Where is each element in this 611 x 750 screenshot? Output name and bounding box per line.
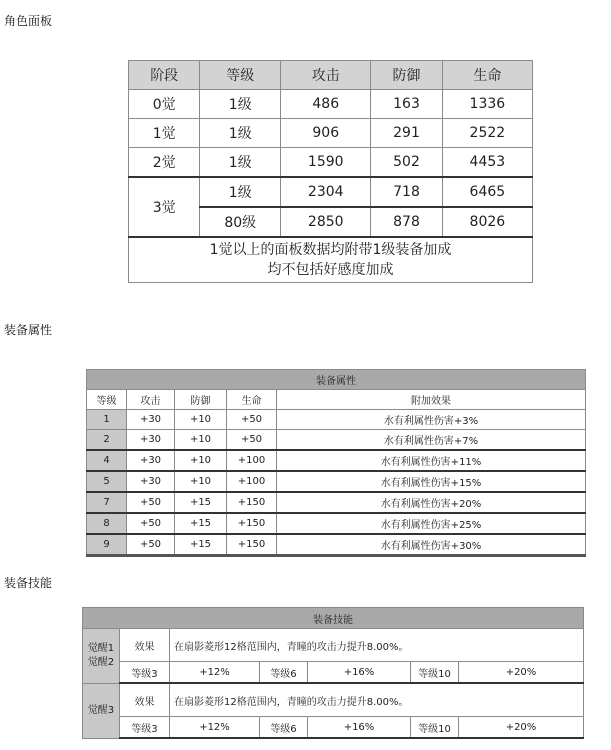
note-line-1: 1觉以上的面板数据均附带1级装备加成: [209, 242, 452, 258]
cell-hp: 4453: [442, 148, 532, 178]
table-row: [129, 148, 533, 178]
cell-hp: +50: [227, 410, 277, 430]
header-hp: 生命: [442, 61, 532, 90]
cell-def: +15: [175, 534, 227, 556]
section-title-equip-attr: 装备属性: [4, 323, 53, 337]
cell-hp: +100: [227, 450, 277, 471]
header-level: 等级: [200, 61, 281, 90]
cell-atk: +30: [127, 471, 175, 492]
cell-level: 9: [87, 534, 127, 556]
cell-hp: 8026: [442, 207, 532, 237]
level-value: +20%: [459, 662, 584, 684]
skill-level-row: [83, 717, 584, 739]
cell-atk: +30: [127, 410, 175, 430]
cell-hp: +150: [227, 513, 277, 534]
equip-attr-title: 装备属性: [87, 370, 586, 390]
cell-atk: +50: [127, 513, 175, 534]
level-value: +12%: [170, 662, 260, 684]
cell-atk: +50: [127, 534, 175, 556]
equip-attr-table: [86, 369, 586, 557]
cell-def: +10: [175, 450, 227, 471]
cell-atk: 2304: [281, 177, 371, 207]
cell-def: 502: [371, 148, 442, 178]
cell-atk: +30: [127, 450, 175, 471]
cell-effect: 水有利属性伤害+30%: [277, 534, 586, 556]
equip-attr-title-row: [87, 370, 586, 390]
cell-hp: +100: [227, 471, 277, 492]
level-label: 等级10: [411, 662, 459, 684]
cell-level: 7: [87, 492, 127, 513]
cell-effect: 水有利属性伤害+15%: [277, 471, 586, 492]
effect-label: 效果: [120, 683, 170, 717]
cell-hp: 1336: [442, 90, 532, 119]
level-label: 等级3: [120, 662, 170, 684]
table-row: [87, 430, 586, 451]
header-hp: 生命: [227, 390, 277, 410]
cell-atk: 486: [281, 90, 371, 119]
cell-level: 1级: [200, 177, 281, 207]
table-row: [87, 410, 586, 430]
table-row: [129, 177, 533, 207]
equip-skill-title-row: [83, 608, 584, 629]
cell-stage: 3觉: [129, 177, 200, 237]
cell-hp: +50: [227, 430, 277, 451]
cell-level: 80级: [200, 207, 281, 237]
skill-effect-row: [83, 683, 584, 717]
table-row: [87, 492, 586, 513]
cell-level: 8: [87, 513, 127, 534]
header-atk: 攻击: [281, 61, 371, 90]
cell-effect: 水有利属性伤害+3%: [277, 410, 586, 430]
equip-attr-header-row: [87, 390, 586, 410]
awake-label: [83, 683, 120, 738]
table-row: [129, 119, 533, 148]
cell-hp: 2522: [442, 119, 532, 148]
awake-label-line-2: 觉醒2: [87, 656, 115, 668]
effect-label: 效果: [120, 629, 170, 662]
cell-def: +15: [175, 492, 227, 513]
table-row: [87, 534, 586, 556]
cell-stage: 0觉: [129, 90, 200, 119]
effect-text: 在扇影菱形12格范围内，青瞳的攻击力提升8.00%。: [170, 683, 584, 717]
table-row: [129, 90, 533, 119]
awake-label-line-1: 觉醒1: [87, 642, 115, 654]
section-title-panel: 角色面板: [4, 14, 53, 28]
cell-atk: 2850: [281, 207, 371, 237]
equip-skill-title: 装备技能: [83, 608, 584, 629]
panel-table: [128, 60, 533, 283]
cell-def: 291: [371, 119, 442, 148]
cell-level: 1级: [200, 90, 281, 119]
note-row: [129, 237, 533, 283]
level-label: 等级3: [120, 717, 170, 739]
section-title-equip-skill: 装备技能: [4, 576, 53, 590]
level-label: 等级6: [260, 662, 308, 684]
cell-def: +10: [175, 410, 227, 430]
equip-skill-table: [82, 607, 584, 739]
cell-atk: 906: [281, 119, 371, 148]
skill-effect-row: [83, 629, 584, 662]
cell-def: +15: [175, 513, 227, 534]
panel-header-row: [129, 61, 533, 90]
cell-stage: 2觉: [129, 148, 200, 178]
level-value: +12%: [170, 717, 260, 739]
cell-def: 878: [371, 207, 442, 237]
cell-level: 1: [87, 410, 127, 430]
cell-hp: +150: [227, 492, 277, 513]
header-effect: 附加效果: [277, 390, 586, 410]
cell-stage: 1觉: [129, 119, 200, 148]
cell-level: 4: [87, 450, 127, 471]
cell-atk: 1590: [281, 148, 371, 178]
cell-def: 718: [371, 177, 442, 207]
cell-hp: 6465: [442, 177, 532, 207]
cell-atk: +30: [127, 430, 175, 451]
table-row: [87, 450, 586, 471]
header-def: 防御: [371, 61, 442, 90]
cell-effect: 水有利属性伤害+7%: [277, 430, 586, 451]
awake-label-line-1: 觉醒3: [87, 704, 115, 716]
level-value: +20%: [459, 717, 584, 739]
cell-level: 5: [87, 471, 127, 492]
header-def: 防御: [175, 390, 227, 410]
cell-effect: 水有利属性伤害+25%: [277, 513, 586, 534]
cell-level: 2: [87, 430, 127, 451]
cell-def: +10: [175, 471, 227, 492]
cell-def: +10: [175, 430, 227, 451]
header-atk: 攻击: [127, 390, 175, 410]
level-value: +16%: [308, 717, 411, 739]
header-level: 等级: [87, 390, 127, 410]
level-label: 等级10: [411, 717, 459, 739]
cell-level: 1级: [200, 148, 281, 178]
note-line-2: 均不包括好感度加成: [267, 262, 394, 278]
table-row: [87, 513, 586, 534]
cell-effect: 水有利属性伤害+11%: [277, 450, 586, 471]
header-stage: 阶段: [129, 61, 200, 90]
cell-def: 163: [371, 90, 442, 119]
awake-label: [83, 629, 120, 684]
level-label: 等级6: [260, 717, 308, 739]
table-note: [129, 237, 533, 283]
cell-level: 1级: [200, 119, 281, 148]
cell-hp: +150: [227, 534, 277, 556]
cell-atk: +50: [127, 492, 175, 513]
table-row: [87, 471, 586, 492]
cell-effect: 水有利属性伤害+20%: [277, 492, 586, 513]
level-value: +16%: [308, 662, 411, 684]
skill-level-row: [83, 662, 584, 684]
effect-text: 在扇影菱形12格范围内，青瞳的攻击力提升8.00%。: [170, 629, 584, 662]
